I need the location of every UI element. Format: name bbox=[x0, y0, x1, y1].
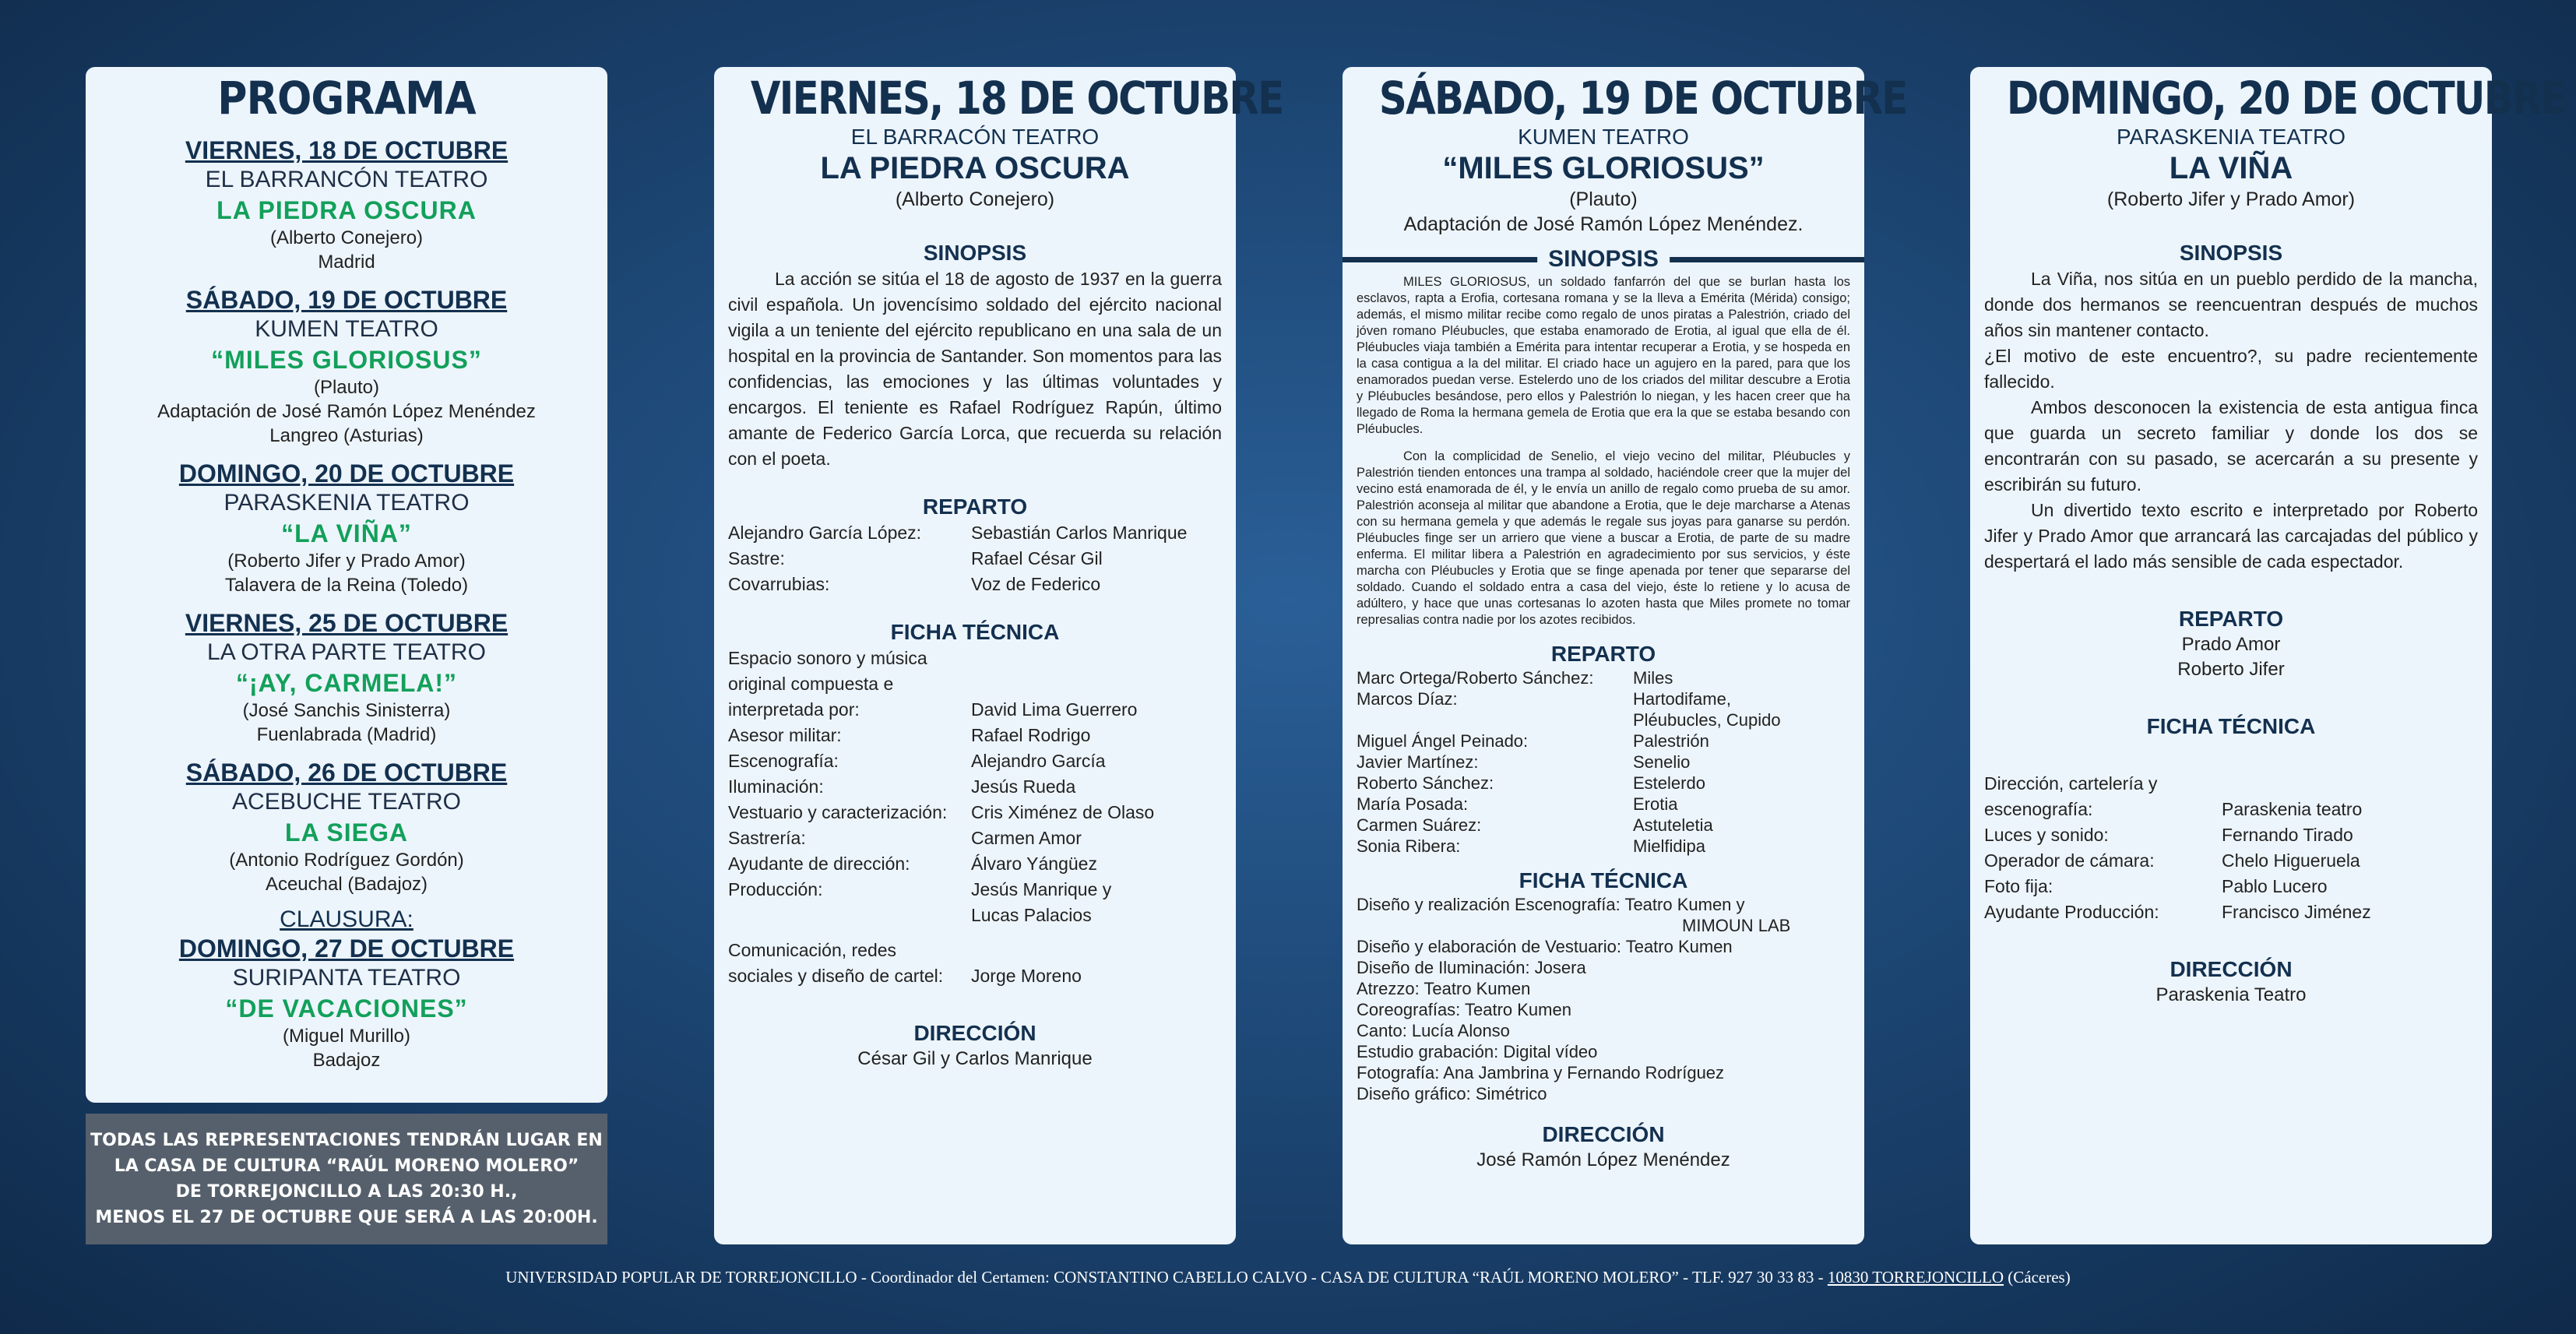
direccion-name: César Gil y Carlos Manrique bbox=[857, 1048, 1093, 1069]
cast-role: Covarrubias: bbox=[728, 574, 830, 594]
entry-play: “MILES GLORIOSUS” bbox=[211, 346, 482, 374]
panel-title: DOMINGO, 20 DE OCTUBRE bbox=[2006, 72, 2567, 125]
program-entry bbox=[86, 608, 607, 747]
footer-postal: 10830 TORREJONCILLO bbox=[1827, 1268, 2004, 1286]
crew-row bbox=[714, 877, 1236, 903]
crew-name: Jesús Manrique y bbox=[971, 879, 1112, 899]
entry-line: Fuenlabrada (Madrid) bbox=[256, 724, 437, 745]
crew-row bbox=[714, 851, 1236, 877]
crew-name: Álvaro Yángüez bbox=[971, 854, 1097, 874]
program-entry bbox=[86, 459, 607, 597]
crew-role: sociales y diseño de cartel: bbox=[728, 966, 944, 986]
cast-role: Marc Ortega/Roberto Sánchez: bbox=[1357, 668, 1594, 688]
adaptation-credit: Adaptación de José Ramón López Menéndez. bbox=[1403, 213, 1804, 235]
crew-role bbox=[728, 903, 971, 928]
crew-name: Fernando Tirado bbox=[2222, 825, 2353, 845]
crew-row bbox=[1970, 797, 2492, 822]
sinopsis-text: MILES GLORIOSUS, un soldado fanfarrón del que se burlan hasta los esclavos, rapta a Erofia, cortesana romana y se la lleva a Emérita (Mérida) consigo; además, el mismo militar recibe como regalo de unos piratas a Palestrión, criado del jóven romano Pléubucles, que estaba enamorado de Erotia, al igual que ella de él. Pléubucles viaja también a Emérita para intentar recuperar a Erotia, y se hospeda en la casa contigua a la del militar. El criado hace un agujero en la pared, para que los enamorados puedan verse. Estelerdo uno de los criados del militar descubre a Erotia y Pléubucles besándose, pero ellos y Palestrión lo niegan, y les hacen creer que ha llegado de Roma la hermana gemela de Erotia que era la que se estaba besando con Pléubucles. bbox=[1357, 275, 1850, 436]
entry-company: KUMEN TEATRO bbox=[255, 316, 438, 342]
cast-actor: Miles bbox=[1633, 668, 1673, 688]
reparto-heading: REPARTO bbox=[2178, 607, 2284, 631]
panel-title: SÁBADO, 19 DE OCTUBRE bbox=[1378, 72, 1907, 125]
cast-actor: Erotia bbox=[1633, 794, 1678, 814]
footer-text: UNIVERSIDAD POPULAR DE TORREJONCILLO - Coordinador del Certamen: CONSTANTINO CABELLO CALVO - CASA DE CULTURA “RAÚL MORENO MOLERO” - TLF. 927 30 33 83 - bbox=[505, 1268, 1828, 1286]
cast-role: Marcos Díaz: bbox=[1357, 689, 1458, 709]
crew-row bbox=[714, 748, 1236, 774]
crew-row bbox=[714, 697, 1236, 723]
cast-role: Miguel Ángel Peinado: bbox=[1357, 731, 1529, 751]
cast-row bbox=[1343, 688, 1864, 709]
entry-day: VIERNES, 18 DE OCTUBRE bbox=[185, 136, 509, 164]
cast-row bbox=[1343, 667, 1864, 688]
cast-role: Alejandro García López: bbox=[728, 523, 922, 543]
crew-row bbox=[714, 723, 1236, 748]
cast-row bbox=[1343, 836, 1864, 857]
cast-actor: Pléubucles, Cupido bbox=[1633, 710, 1781, 730]
crew-row bbox=[1970, 899, 2492, 925]
entry-line: (Alberto Conejero) bbox=[269, 227, 424, 248]
ficha-heading: FICHA TÉCNICA bbox=[1519, 868, 1688, 892]
crew-line: Diseño gráfico: Simétrico bbox=[1357, 1084, 1547, 1103]
entry-day: DOMINGO, 27 DE OCTUBRE bbox=[178, 935, 515, 963]
crew-line: Atrezzo: Teatro Kumen bbox=[1357, 979, 1531, 998]
play-name: LA VIÑA bbox=[2169, 151, 2293, 185]
entry-company: SURIPANTA TEATRO bbox=[232, 965, 461, 991]
cast-row bbox=[714, 546, 1236, 572]
crew-name: Chelo Higueruela bbox=[2222, 850, 2360, 871]
cast-actor: Hartodifame, bbox=[1633, 689, 1731, 709]
crew-name: Jorge Moreno bbox=[971, 966, 1082, 986]
crew-line: Canto: Lucía Alonso bbox=[1357, 1021, 1510, 1040]
notice-line: DE TORREJONCILLO A LAS 20:30 H., bbox=[175, 1182, 518, 1202]
crew-line: Coreografías: Teatro Kumen bbox=[1357, 1000, 1571, 1019]
entry-line: Badajoz bbox=[312, 1050, 381, 1071]
crew-row bbox=[714, 774, 1236, 800]
crew-row bbox=[714, 903, 1236, 928]
cast-row bbox=[1343, 730, 1864, 751]
entry-day: VIERNES, 25 DE OCTUBRE bbox=[185, 609, 509, 637]
crew-name bbox=[971, 938, 1222, 963]
play-author: (Alberto Conejero) bbox=[895, 188, 1055, 210]
cast-role: María Posada: bbox=[1357, 794, 1469, 814]
cast-row bbox=[714, 572, 1236, 597]
program-entry bbox=[86, 285, 607, 448]
crew-name bbox=[971, 646, 1222, 671]
crew-row bbox=[1970, 771, 2492, 797]
sinopsis-text: Con la complicidad de Senelio, el viejo vecino del militar, Pléubucles y Palestrión tienden entonces una trampa al soldado, haciéndole creer que la mujer del vecino está enamorada de él, y le envía un anillo de regalo como prueba de su amor. Palestrión aconseja al militar que abandone a Erotia, que le deje marcharse a Atenas con su hermana gemela y que además le regale sus joyas para ganarse su perdón. Pléubucles finge ser un arriero que viene a buscar a Erotia, de parte de su madre enferma. El militar libera a Palestrión en agradecimiento por sus servicios, y éste marcha con Pléubucles y Erotia que se finge apenada por tener que separarse del soldado. Cuando el soldado entra a casa del viejo, éste lo retiene y lo acusa de adúltero, y hace que unas cortesanas lo azoten hasta que Miles promete no tomar represalias contra nadie por los azotes recibidos. bbox=[1357, 449, 1850, 627]
panel-title: VIERNES, 18 DE OCTUBRE bbox=[750, 72, 1283, 125]
program-clausura bbox=[86, 906, 607, 1072]
crew-role: Iluminación: bbox=[728, 776, 824, 797]
sinopsis-text: Ambos desconocen la existencia de esta antigua finca que guarda un secreto familiar y donde los dos se encontrarán con su pasado, se acercarán a su presente y escribirán su futuro. bbox=[1984, 397, 2478, 495]
crew-row bbox=[1970, 822, 2492, 848]
venue-notice bbox=[86, 1114, 607, 1244]
cast-row bbox=[1343, 794, 1864, 815]
cast-actor: Estelerdo bbox=[1633, 773, 1705, 793]
crew-row bbox=[714, 963, 1236, 989]
crew-role: Asesor militar: bbox=[728, 725, 842, 745]
crew-row bbox=[714, 671, 1236, 697]
crew-row bbox=[714, 938, 1236, 963]
entry-line: Adaptación de José Ramón López Menéndez bbox=[157, 401, 536, 422]
cast-row bbox=[1343, 773, 1864, 794]
sinopsis-heading: SINOPSIS bbox=[2179, 241, 2283, 265]
cast-name: Roberto Jifer bbox=[2177, 659, 2285, 680]
crew-name: Jesús Rueda bbox=[971, 776, 1076, 797]
cast-role: Carmen Suárez: bbox=[1357, 815, 1482, 835]
crew-line: Diseño y realización Escenografía: Teatro Kumen y bbox=[1357, 895, 1745, 914]
crew-role: interpretada por: bbox=[728, 699, 860, 720]
play-author: (Plauto) bbox=[1569, 188, 1638, 210]
footer-credits bbox=[0, 1265, 2576, 1289]
cast-role: Roberto Sánchez: bbox=[1357, 773, 1494, 793]
crew-role: Escenografía: bbox=[728, 751, 839, 771]
crew-name: Cris Ximénez de Olaso bbox=[971, 802, 1155, 822]
notice-line: TODAS LAS REPRESENTACIONES TENDRÁN LUGAR EN bbox=[90, 1131, 603, 1150]
entry-play: “DE VACACIONES” bbox=[225, 994, 468, 1022]
cast-role: Javier Martínez: bbox=[1357, 752, 1479, 772]
direccion-heading: DIRECCIÓN bbox=[1542, 1122, 1665, 1146]
notice-line: MENOS EL 27 DE OCTUBRE QUE SERÁ A LAS 20:00H. bbox=[95, 1208, 598, 1227]
crew-name: Francisco Jiménez bbox=[2222, 902, 2371, 922]
clausura-label: CLAUSURA: bbox=[280, 906, 413, 932]
crew-line: Fotografía: Ana Jambrina y Fernando Rodríguez bbox=[1357, 1063, 1725, 1082]
program-entry bbox=[86, 758, 607, 896]
sabado-panel bbox=[1343, 67, 1907, 1244]
play-author: (Roberto Jifer y Prado Amor) bbox=[2106, 188, 2356, 210]
sinopsis-divider bbox=[1343, 245, 1864, 274]
cast-role bbox=[1357, 709, 1633, 730]
crew-role: Comunicación, redes bbox=[728, 940, 897, 960]
crew-line: MIMOUN LAB bbox=[1682, 916, 1791, 935]
cast-row bbox=[1343, 751, 1864, 773]
sinopsis-text: La Viña, nos sitúa en un pueblo perdido de la mancha, donde dos hermanos se reencuentran después de muchos años sin mantener contacto. bbox=[1984, 269, 2478, 340]
crew-role: Operador de cámara: bbox=[1984, 850, 2155, 871]
crew-role: Espacio sonoro y música bbox=[728, 648, 927, 668]
crew-name: Lucas Palacios bbox=[971, 905, 1092, 925]
entry-line: (José Sanchis Sinisterra) bbox=[242, 700, 451, 721]
cast-actor: Mielfidipa bbox=[1633, 836, 1705, 856]
entry-company: EL BARRANCÓN TEATRO bbox=[205, 167, 488, 192]
cast-row bbox=[1343, 815, 1864, 836]
crew-name bbox=[2222, 771, 2478, 797]
crew-role: Vestuario y caracterización: bbox=[728, 802, 948, 822]
programa-panel bbox=[86, 67, 607, 1103]
crew-role: Dirección, cartelería y bbox=[1984, 773, 2158, 794]
entry-line: (Miguel Murillo) bbox=[282, 1026, 411, 1047]
ficha-heading: FICHA TÉCNICA bbox=[2146, 714, 2316, 738]
company-name: KUMEN TEATRO bbox=[1518, 125, 1689, 149]
program-entry bbox=[86, 136, 607, 274]
entry-day: DOMINGO, 20 DE OCTUBRE bbox=[178, 459, 515, 487]
sinopsis-heading: SINOPSIS bbox=[923, 241, 1027, 265]
crew-name: Pablo Lucero bbox=[2222, 876, 2328, 896]
cast-row bbox=[714, 520, 1236, 546]
crew-role: Foto fija: bbox=[1984, 876, 2053, 896]
cast-actor: Astuteletia bbox=[1633, 815, 1713, 835]
cast-row bbox=[1343, 709, 1864, 730]
crew-line: Diseño y elaboración de Vestuario: Teatro Kumen bbox=[1357, 937, 1733, 956]
cast-name: Prado Amor bbox=[2181, 634, 2281, 655]
spacer bbox=[1970, 740, 2492, 771]
company-name: PARASKENIA TEATRO bbox=[2116, 125, 2346, 149]
crew-row bbox=[1970, 848, 2492, 874]
crew-line: Diseño de Iluminación: Josera bbox=[1357, 958, 1586, 977]
notice-line: LA CASA DE CULTURA “RAÚL MORENO MOLERO” bbox=[114, 1156, 579, 1176]
entry-day: SÁBADO, 26 DE OCTUBRE bbox=[185, 759, 508, 787]
reparto-heading: REPARTO bbox=[1550, 642, 1656, 666]
direccion-heading: DIRECCIÓN bbox=[2170, 957, 2293, 981]
cast-actor: Voz de Federico bbox=[971, 574, 1101, 594]
cast-actor: Rafael César Gil bbox=[971, 548, 1103, 568]
viernes-panel bbox=[714, 67, 1283, 1244]
crew-role: escenografía: bbox=[1984, 799, 2093, 819]
entry-day: SÁBADO, 19 DE OCTUBRE bbox=[185, 286, 508, 314]
entry-play: “¡AY, CARMELA!” bbox=[235, 669, 458, 697]
crew-name: Paraskenia teatro bbox=[2222, 799, 2363, 819]
sinopsis-text: ¿El motivo de este encuentro?, su padre recientemente fallecido. bbox=[1984, 346, 2478, 392]
cast-role: Sastre: bbox=[728, 548, 785, 568]
sinopsis-heading: SINOPSIS bbox=[1537, 245, 1670, 274]
crew-name: Rafael Rodrigo bbox=[971, 725, 1091, 745]
crew-role: Producción: bbox=[728, 879, 823, 899]
crew-row bbox=[714, 825, 1236, 851]
entry-line: (Plauto) bbox=[313, 377, 380, 398]
crew-role: original compuesta e bbox=[728, 674, 894, 694]
footer-region: (Cáceres) bbox=[2004, 1268, 2071, 1286]
crew-name: Alejandro García bbox=[971, 751, 1106, 771]
direccion-name: José Ramón López Menéndez bbox=[1476, 1149, 1730, 1170]
domingo-panel bbox=[1970, 67, 2567, 1244]
entry-play: LA SIEGA bbox=[285, 818, 408, 847]
entry-line: Talavera de la Reina (Toledo) bbox=[224, 575, 469, 596]
entry-play: “LA VIÑA” bbox=[281, 519, 412, 547]
entry-company: PARASKENIA TEATRO bbox=[223, 490, 470, 516]
entry-company: LA OTRA PARTE TEATRO bbox=[207, 639, 486, 665]
crew-row bbox=[714, 646, 1236, 671]
sinopsis-text: La acción se sitúa el 18 de agosto de 1937 en la guerra civil española. Un jovencísimo soldado del ejército nacional vigila a un teniente del ejército republicano en una sala de un hospital en la provincia de Santander. Son momentos para las confidencias, las emociones y las últimas voluntades y encargos. El teniente es Rafael Rodríguez Rapún, último amante de Federico García Lorca, que recuerda su relación con el poeta. bbox=[728, 269, 1222, 469]
direccion-name: Paraskenia Teatro bbox=[2155, 984, 2307, 1005]
programa-title: PROGRAMA bbox=[217, 72, 476, 125]
reparto-heading: REPARTO bbox=[922, 495, 1028, 519]
crew-name: Carmen Amor bbox=[971, 828, 1082, 848]
entry-play: LA PIEDRA OSCURA bbox=[216, 196, 477, 224]
crew-line: Estudio grabación: Digital vídeo bbox=[1357, 1042, 1598, 1061]
cast-actor: Sebastián Carlos Manrique bbox=[971, 523, 1188, 543]
crew-name bbox=[971, 671, 1222, 697]
entry-line: (Roberto Jifer y Prado Amor) bbox=[227, 551, 466, 572]
entry-company: ACEBUCHE TEATRO bbox=[232, 789, 461, 815]
crew-role: Ayudante de dirección: bbox=[728, 854, 910, 874]
cast-actor: Senelio bbox=[1633, 752, 1691, 772]
crew-role: Ayudante Producción: bbox=[1984, 902, 2159, 922]
crew-name: David Lima Guerrero bbox=[971, 699, 1138, 720]
ficha-heading: FICHA TÉCNICA bbox=[890, 620, 1060, 644]
sinopsis-text: Un divertido texto escrito e interpretado por Roberto Jifer y Prado Amor que arrancará las carcajadas del público y despertará el lado más sensible de cada espectador. bbox=[1984, 500, 2478, 572]
crew-row bbox=[714, 800, 1236, 825]
cast-role: Sonia Ribera: bbox=[1357, 836, 1461, 856]
crew-role: Luces y sonido: bbox=[1984, 825, 2109, 845]
play-name: “MILES GLORIOSUS” bbox=[1442, 151, 1765, 185]
crew-row bbox=[1970, 874, 2492, 899]
cast-actor: Palestrión bbox=[1633, 731, 1709, 751]
company-name: EL BARRACÓN TEATRO bbox=[850, 125, 1100, 149]
direccion-heading: DIRECCIÓN bbox=[913, 1021, 1036, 1045]
play-name: LA PIEDRA OSCURA bbox=[820, 151, 1130, 185]
entry-line: (Antonio Rodríguez Gordón) bbox=[229, 850, 464, 871]
entry-line: Langreo (Asturias) bbox=[269, 425, 424, 446]
crew-role: Sastrería: bbox=[728, 828, 806, 848]
entry-line: Aceuchal (Badajoz) bbox=[265, 874, 428, 895]
entry-line: Madrid bbox=[318, 252, 375, 273]
